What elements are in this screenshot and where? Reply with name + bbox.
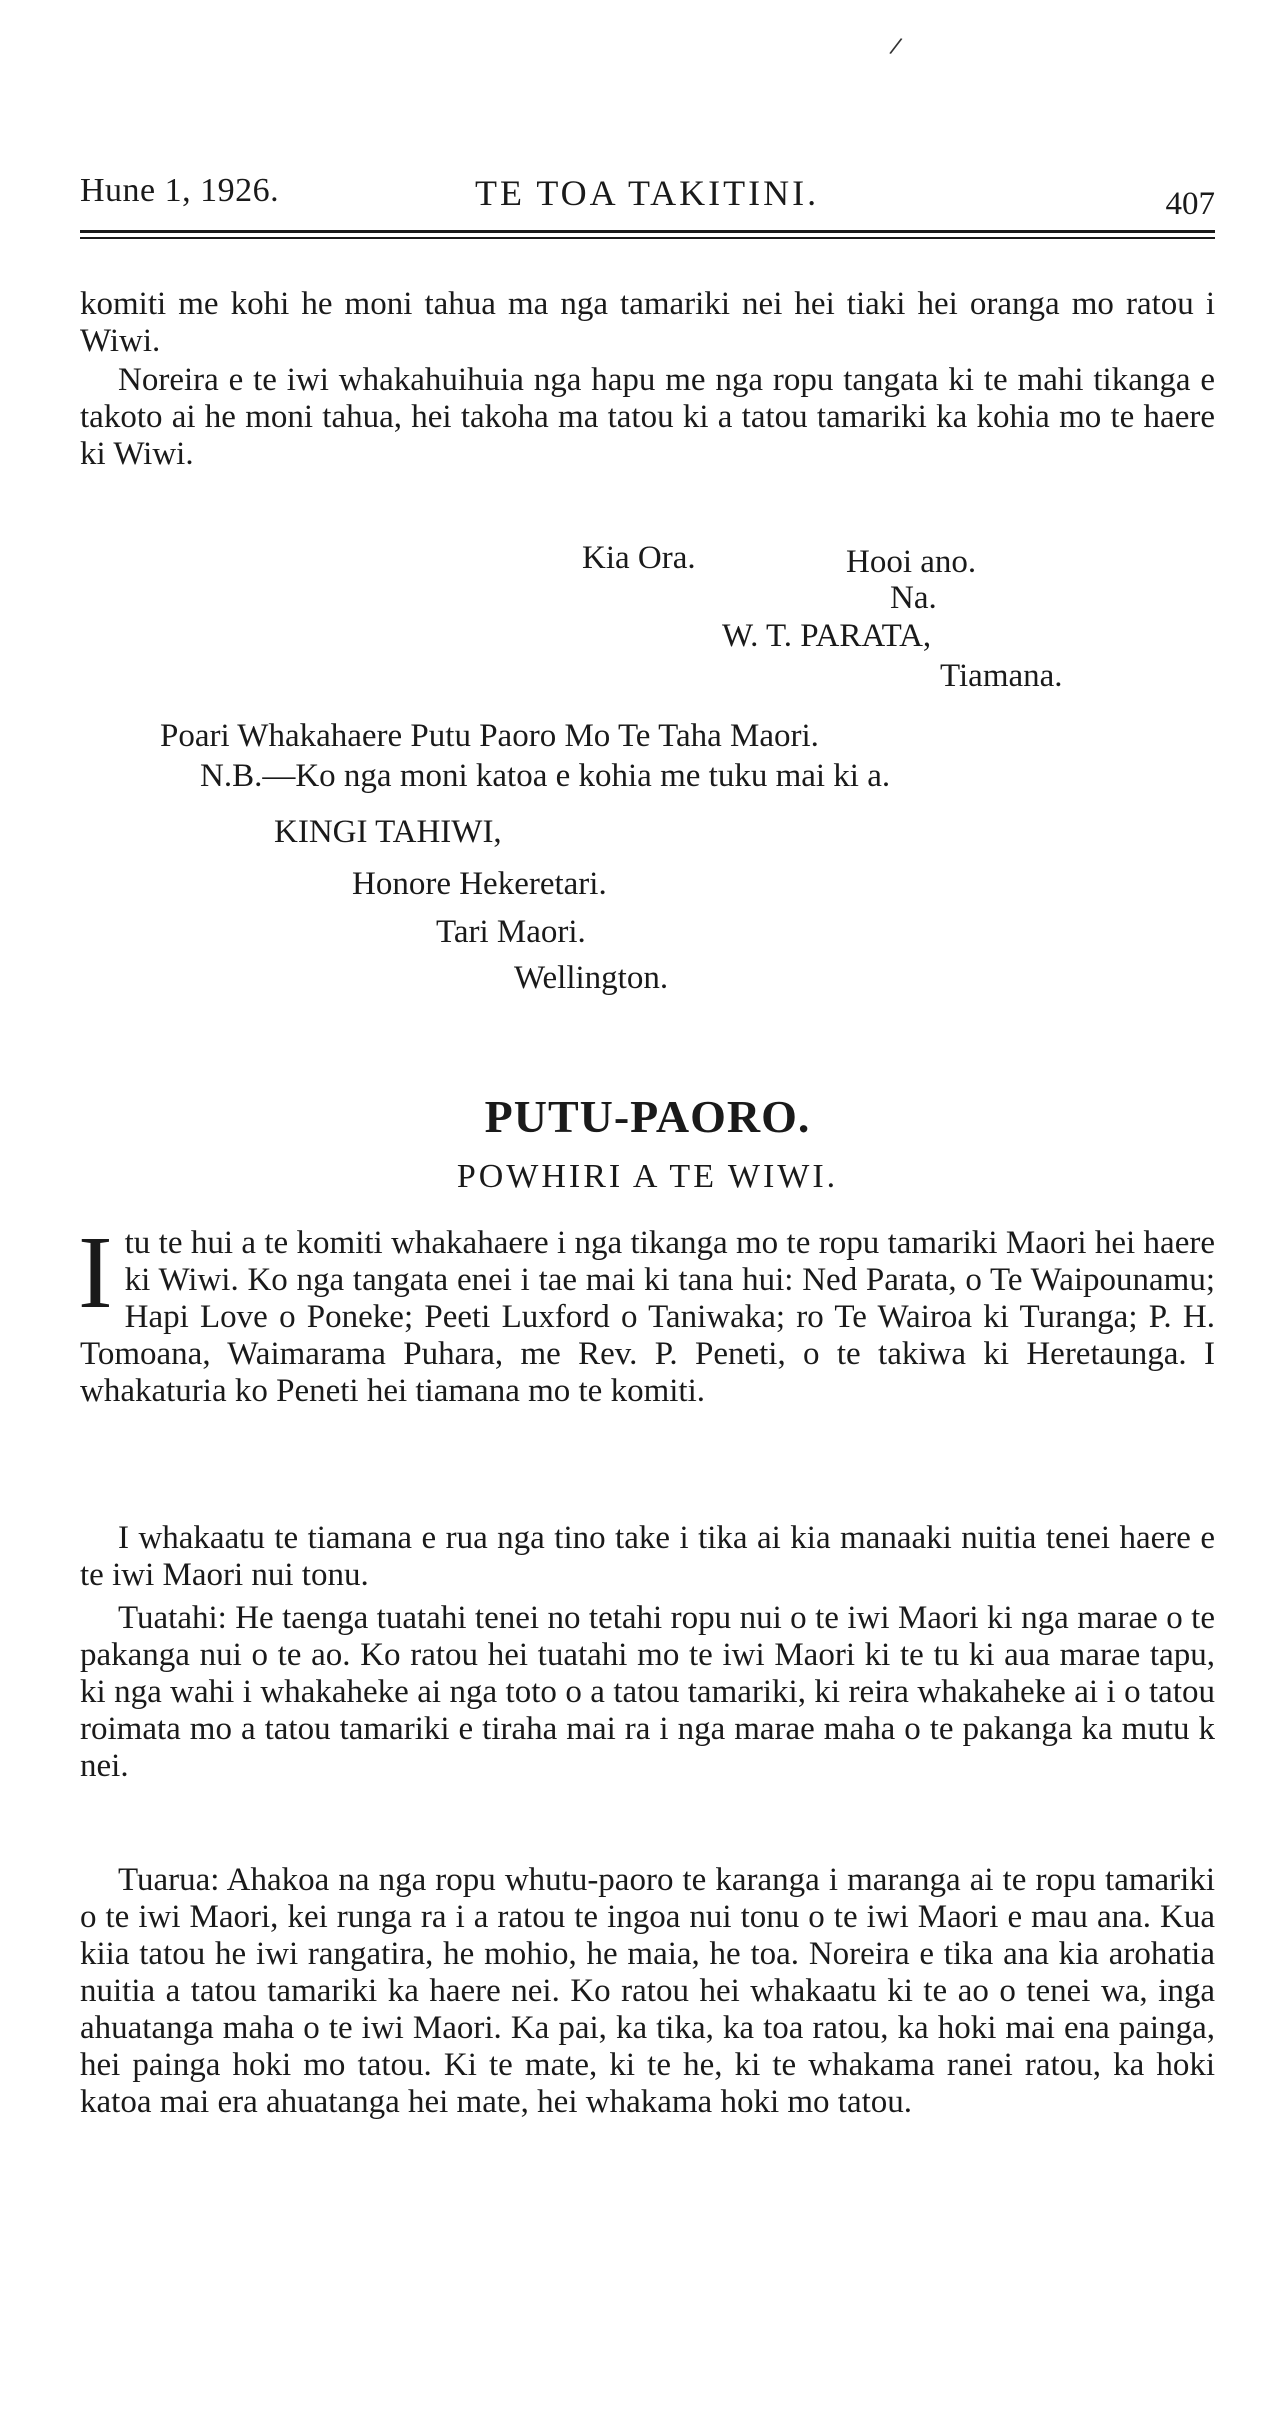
sign-off-na: Na.: [890, 580, 937, 616]
article-subtitle: POWHIRI A TE WIWI.: [456, 1158, 839, 1195]
article-paragraph-4: Tuarua: Ahakoa na nga ropu whutu-paoro te karanga i maranga ai te ropu tamariki o te iwi Maori, kei runga ra i a ratou te ingoa nui tonu o te iwi Maori e mau ana. Kua kiia tatou he iwi rangatira, he mohio, he maia, he toa. Noreira e tika ana kia arohatia nuitia a tatou tamariki ka haere nei. Ko ratou hei whakaatu ki te ao o tenei wa, inga ahuatanga maha o te iwi Maori. Ka pai, ka tika, ka toa ratou, ka hoki mai ena painga, hei painga hoki mo tatou. Ki te mate, ki te he, ki te whakama ranei ratou, ka hoki katoa mai era ahuatanga hei mate, hei whakama hoki mo tatou.: [80, 1862, 1215, 2120]
article-paragraph-1-text: tu te hui a te komiti whakahaere i nga tikanga mo te ropu tamariki Maori hei haere ki Wiwi. Ko nga tangata enei i tae mai ki tana hui: Ned Parata, o Te Waipounamu; Hapi Love o Poneke; Peeti Luxford o Taniwaka; ro Te Wairoa ki Turanga; P. H. Tomoana, Waimarama Puhara, me Rev. P. Peneti, o te takiwa ki Heretaunga. I whakaturia ko Peneti hei tiamana mo te komiti.: [80, 1225, 1215, 1409]
header-rule-thin: [80, 237, 1215, 239]
running-head: [80, 172, 1215, 222]
address-line-1: KINGI TAHIWI,: [274, 814, 502, 850]
board-name: Poari Whakahaere Putu Paoro Mo Te Taha Maori.: [160, 718, 819, 754]
address-line-3: Tari Maori.: [436, 914, 586, 950]
sign-off-kia-ora: Kia Ora.: [582, 540, 696, 576]
page-number: 407: [1165, 186, 1215, 222]
article-paragraph-1: [78, 1215, 1215, 1410]
header-rule-thick: [80, 230, 1215, 233]
drop-cap: I: [78, 1215, 113, 1330]
signatory-name: W. T. PARATA,: [722, 618, 932, 654]
article-paragraph-2: I whakaatu te tiamana e rua nga tino take i tika ai kia manaaki nuitia tenei haere e te iwi Maori nui tonu.: [80, 1520, 1215, 1593]
nota-bene: N.B.—Ko nga moni katoa e kohia me tuku mai ki a.: [200, 758, 891, 794]
journal-title: TE TOA TAKITINI.: [475, 173, 820, 213]
appeal-paragraph: Noreira e te iwi whakahuihuia nga hapu me nga ropu tangata ki te mahi tikanga e takoto ai he moni tahua, hei takoha ma tatou ki a tatou tamariki ka kohia mo te haere ki Wiwi.: [80, 362, 1215, 472]
article-paragraph-3: Tuatahi: He taenga tuatahi tenei no tetahi ropu nui o te iwi Maori ki nga marae o te pakanga nui o te ao. Ko ratou hei tuatahi mo te iwi Maori ki te tu ki aua marae tapu, ki nga wahi i whakaheke ai nga toto o a tatou tamariki, ki reira whakaheke ai i o tatou roimata mo a tatou tamariki e tiraha mai ra i nga marae maha o te pakanga ka mutu k nei.: [80, 1600, 1215, 1784]
article-title: PUTU-PAORO.: [484, 1091, 811, 1142]
signatory-role: Tiamana.: [940, 658, 1063, 694]
sign-off-hooi-ano: Hooi ano.: [846, 544, 977, 580]
address-line-4: Wellington.: [514, 960, 669, 996]
address-line-2: Honore Hekeretari.: [352, 866, 607, 902]
issue-date: Hune 1, 1926.: [80, 172, 280, 209]
margin-mark: /: [887, 33, 904, 60]
continued-paragraph: komiti me kohi he moni tahua ma nga tamariki nei hei tiaki hei oranga mo ratou i Wiwi.: [80, 286, 1215, 359]
